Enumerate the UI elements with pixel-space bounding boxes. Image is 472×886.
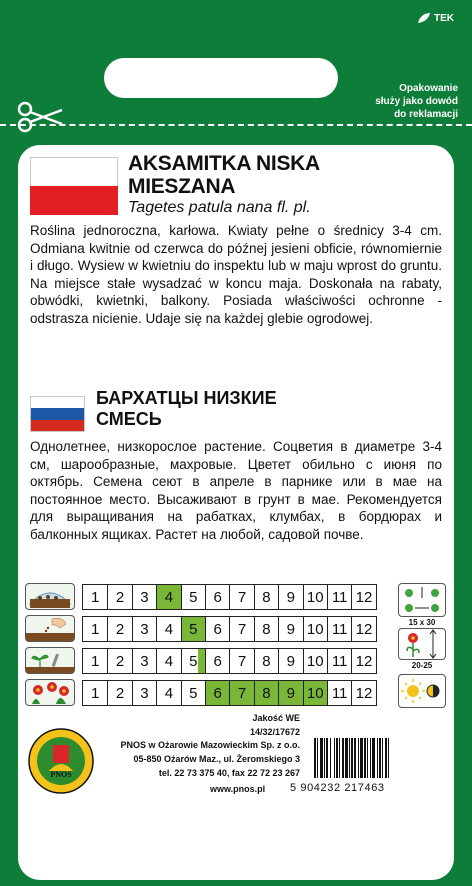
polish-flag-icon [30, 157, 118, 215]
month-cell: 11 [327, 681, 351, 705]
month-cell: 12 [351, 585, 375, 609]
sun-exposure-icon [398, 674, 446, 708]
month-cell: 9 [278, 681, 302, 705]
month-cell: 7 [229, 649, 253, 673]
barcode [312, 738, 436, 778]
company-line1: PNOS w Ożarowie Mazowieckim Sp. z o.o. [120, 740, 300, 751]
calendar-row-sowing [25, 615, 445, 643]
scissors-icon [16, 100, 66, 134]
header-strip [0, 0, 472, 135]
month-cell: 2 [107, 649, 131, 673]
month-cell: 8 [254, 585, 278, 609]
greenhouse-sowing-icon [25, 583, 75, 610]
polish-description: Roślina jednoroczna, karłowa. Kwiaty pełne o średnicy 3-4 cm. Odmiana kwitnie od czerwca do późnej jesieni obficie, równomiernie i długo. Wysiew w kwietniu do inspektu lub w maju wprost do gruntu. Na miejsce stałe wysadzać w koncu maja. Doskonała na rabaty, obwódki, kwietnki, balkony. Posiada właściwości ochronne - odstrasza nicienie. Udaje się na każdej glebie ogrodowej. [30, 223, 442, 326]
russian-title [96, 388, 277, 430]
website-link[interactable]: www.pnos.pl [210, 784, 266, 794]
month-cell: 1 [91, 684, 100, 702]
packaging-note-line: Opakowanie [399, 83, 458, 94]
calendar-row-flowering [25, 679, 445, 707]
month-cell: 4 [156, 681, 180, 705]
month-cell: 6 [205, 585, 229, 609]
month-cell: 12 [351, 617, 375, 641]
month-cell: 10 [303, 617, 327, 641]
calendar-row-planting [25, 647, 445, 675]
month-cell: 11 [327, 649, 351, 673]
barcode-number: 5 904232 217463 [290, 782, 385, 794]
month-cell: 7 [229, 585, 253, 609]
month-cell: 8 [254, 649, 278, 673]
calendar-row-greenhouse [25, 583, 445, 611]
month-cell: 1 [91, 588, 100, 606]
month-cell: 9 [278, 617, 302, 641]
russian-title-line1: БАРХАТЦЫ НИЗКИЕ [96, 388, 277, 408]
plant-height-icon [398, 628, 446, 660]
planting-seedling-icon [25, 647, 75, 674]
month-grid [82, 616, 377, 642]
quality-mark: Jakość WE [252, 713, 300, 723]
month-cell: 4 [156, 649, 180, 673]
month-cell: 6 [205, 649, 229, 673]
month-cell: 3 [132, 617, 156, 641]
cut-line [0, 124, 472, 126]
month-cell: 12 [351, 649, 375, 673]
month-cell: 10 [303, 585, 327, 609]
company-info [60, 712, 300, 781]
month-cell: 11 [327, 617, 351, 641]
month-grid [82, 584, 377, 610]
month-cell: 2 [107, 617, 131, 641]
month-grid [82, 680, 377, 706]
month-cell: 1 [91, 652, 100, 670]
month-cell: 5 [181, 649, 205, 673]
svg-text:PNOS: PNOS [50, 770, 72, 779]
tek-brand [417, 12, 454, 24]
month-cell: 10 [303, 649, 327, 673]
sowing-hand-icon [25, 615, 75, 642]
month-cell: 6 [205, 681, 229, 705]
month-cell: 2 [107, 585, 131, 609]
month-cell: 3 [132, 649, 156, 673]
spacing-label: 15 x 30 [408, 618, 436, 627]
packaging-note-line: służy jako dowód [375, 96, 458, 107]
month-cell: 3 [132, 585, 156, 609]
height-label: 20-25 [411, 661, 433, 670]
month-cell: 7 [229, 681, 253, 705]
month-grid [82, 648, 377, 674]
month-cell: 9 [278, 649, 302, 673]
month-cell: 3 [132, 681, 156, 705]
spacing-icon [398, 583, 446, 617]
company-line3: tel. 22 73 375 40, fax 22 72 23 267 [158, 767, 300, 778]
month-cell: 2 [107, 681, 131, 705]
company-line2: 05-850 Ożarów Maz., ul. Żeromskiego 3 [133, 754, 300, 765]
month-cell: 4 [156, 617, 180, 641]
month-cell: 11 [327, 585, 351, 609]
flowering-icon [25, 679, 75, 706]
lot-code: 14/32/17672 [249, 726, 300, 737]
month-cell: 6 [205, 617, 229, 641]
month-cell: 1 [91, 620, 100, 638]
hang-slot [104, 58, 338, 98]
packaging-note [348, 82, 458, 121]
russian-title-line2: СМЕСЬ [96, 409, 162, 429]
month-cell: 5 [181, 617, 205, 641]
leaf-icon [417, 12, 431, 24]
month-cell: 4 [156, 585, 180, 609]
month-cell: 8 [254, 681, 278, 705]
month-cell: 7 [229, 617, 253, 641]
month-cell: 9 [278, 585, 302, 609]
month-cell: 8 [254, 617, 278, 641]
tek-label: TEK [434, 12, 454, 24]
polish-title-line1: AKSAMITKA NISKA [128, 152, 320, 175]
polish-title [128, 152, 448, 218]
polish-title-line2: MIESZANA [128, 175, 236, 198]
packaging-note-line: do reklamacji [394, 109, 458, 120]
month-cell: 5 [181, 585, 205, 609]
month-cell: 10 [303, 681, 327, 705]
month-cell: 12 [351, 681, 375, 705]
month-cell: 5 [181, 681, 205, 705]
russian-description: Однолетнее, низкорослое растение. Соцветия в диаметре 3-4 см, шарообразные, махровые. Цветет обильно с июня по октябрь. Семена сеют в апреле в парнике или в мае на постоянное место. Высаживают в грунт в мае. Рекомендуется для выращивания на рабатках, клумбах, в бордюрах и балконных ящиках. Растет на любой, садовой почве. [30, 439, 442, 542]
russian-flag-icon [30, 396, 85, 432]
latin-name: Tagetes patula nana fl. pl. [128, 199, 311, 216]
